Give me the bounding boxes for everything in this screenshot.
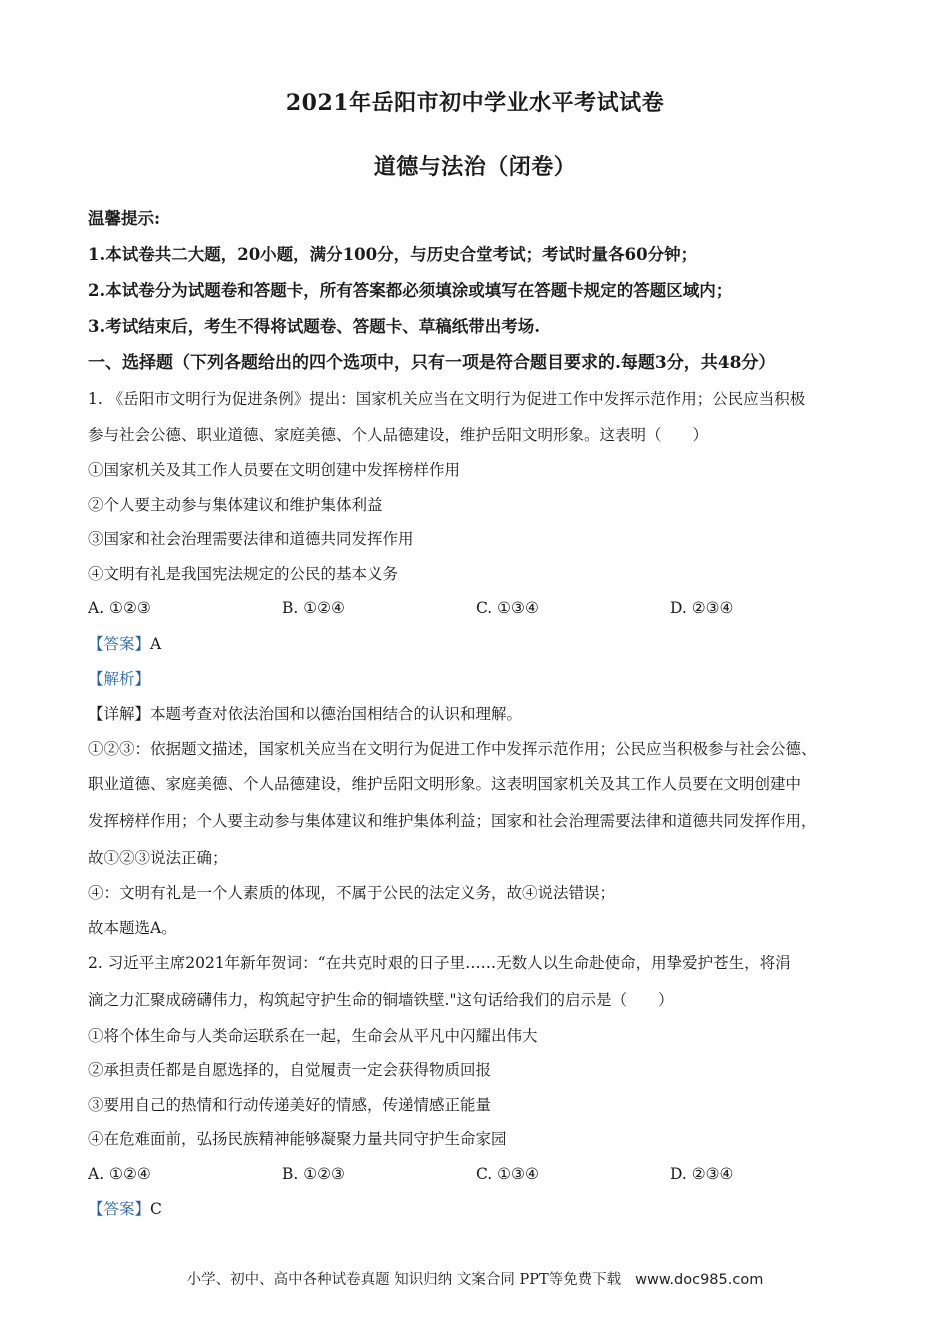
q2-option-a: A. ①②④ — [88, 1165, 151, 1183]
page-footer — [0, 1268, 950, 1289]
q2-statement: ③要用自己的热情和行动传递美好的情感，传递情感正能量 — [88, 1096, 492, 1114]
tips-heading: 温馨提示: — [88, 209, 161, 228]
section-heading: 一、选择题（下列各题给出的四个选项中，只有一项是符合题目要求的.每题3分，共48分） — [88, 353, 776, 373]
q2-option-c: C. ①③④ — [476, 1165, 539, 1183]
q1-option-d: D. ②③④ — [670, 599, 734, 617]
exam-title: 2021年岳阳市初中学业水平考试试卷 — [285, 90, 665, 116]
q1-detail-line: 故本题选A。 — [88, 919, 177, 937]
q2-statement: ①将个体生命与人类命运联系在一起，生命会从平凡中闪耀出伟大 — [88, 1027, 538, 1045]
tip-item: 2.本试卷分为试题卷和答题卡，所有答案都必须填涂或填写在答题卡规定的答题区域内； — [88, 281, 733, 300]
q2-option-b: B. ①②③ — [282, 1165, 345, 1183]
footer-text: 小学、初中、高中各种试卷真题 知识归纳 文案合同 PPT等免费下载 — [186, 1272, 622, 1288]
q2-answer — [88, 1198, 878, 1220]
exam-subtitle: 道德与法治（闭卷） — [373, 154, 577, 180]
q1-stem-line: 1. 《岳阳市文明行为促进条例》提出：国家机关应当在文明行为促进工作中发挥示范作用；公民应当积极 — [88, 390, 806, 408]
q1-detail-line — [88, 703, 878, 725]
q1-stem-line: 参与社会公德、职业道德、家庭美德、个人品德建设，维护岳阳文明形象。这表明（ ） — [88, 426, 709, 444]
q1-option-c: C. ①③④ — [476, 599, 539, 617]
q1-detail-line: ①②③：依据题文描述，国家机关应当在文明行为促进工作中发挥示范作用；公民应当积极参与社会公德、 — [88, 740, 817, 758]
q1-detail-line: 职业道德、家庭美德、个人品德建设，维护岳阳文明形象。这表明国家机关及其工作人员要在文明创建中 — [88, 775, 802, 793]
answer-value: A — [150, 635, 162, 653]
q2-statement: ②承担责任都是自愿选择的，自觉履责一定会获得物质回报 — [88, 1061, 492, 1079]
q1-option-b: B. ①②④ — [282, 599, 345, 617]
q1-statement: ①国家机关及其工作人员要在文明创建中发挥榜样作用 — [88, 461, 461, 479]
detail-text: 本题考查对依法治国和以德治国相结合的认识和理解。 — [150, 705, 523, 723]
q2-statement: ④在危难面前，弘扬民族精神能够凝聚力量共同守护生命家园 — [88, 1130, 507, 1148]
tip-item: 1.本试卷共二大题，20小题，满分100分，与历史合堂考试；考试时量各60分钟； — [88, 245, 698, 264]
detail-label: 【详解】 — [88, 705, 151, 723]
answer-value: C — [150, 1200, 162, 1218]
analysis-label: 【解析】 — [88, 670, 151, 688]
q1-detail-line: 故①②③说法正确； — [88, 849, 228, 867]
q2-stem-line: 滴之力汇聚成磅礴伟力，构筑起守护生命的铜墙铁壁."这句话给我们的启示是（ ） — [88, 991, 674, 1009]
q1-statement: ③国家和社会治理需要法律和道德共同发挥作用 — [88, 530, 414, 548]
q1-option-a: A. ①②③ — [88, 599, 151, 617]
q1-detail-line: ④：文明有礼是一个人素质的体现，不属于公民的法定义务，故④说法错误； — [88, 884, 616, 902]
answer-label: 【答案】 — [88, 635, 151, 653]
tip-item: 3.考试结束后，考生不得将试题卷、答题卡、草稿纸带出考场. — [88, 317, 540, 336]
q1-statement: ④文明有礼是我国宪法规定的公民的基本义务 — [88, 565, 399, 583]
q1-statement: ②个人要主动参与集体建议和维护集体利益 — [88, 496, 383, 514]
q1-detail-line: 发挥榜样作用；个人要主动参与集体建议和维护集体利益；国家和社会治理需要法律和道德共同发挥作用， — [88, 812, 817, 830]
q2-stem-line: 2. 习近平主席2021年新年贺词：“在共克时艰的日子里……无数人以生命赴使命，用挚爱护苍生，将涓 — [88, 954, 791, 972]
q1-answer — [88, 633, 878, 655]
answer-label: 【答案】 — [88, 1200, 151, 1218]
q2-option-d: D. ②③④ — [670, 1165, 734, 1183]
footer-url[interactable]: www.doc985.com — [635, 1272, 764, 1288]
